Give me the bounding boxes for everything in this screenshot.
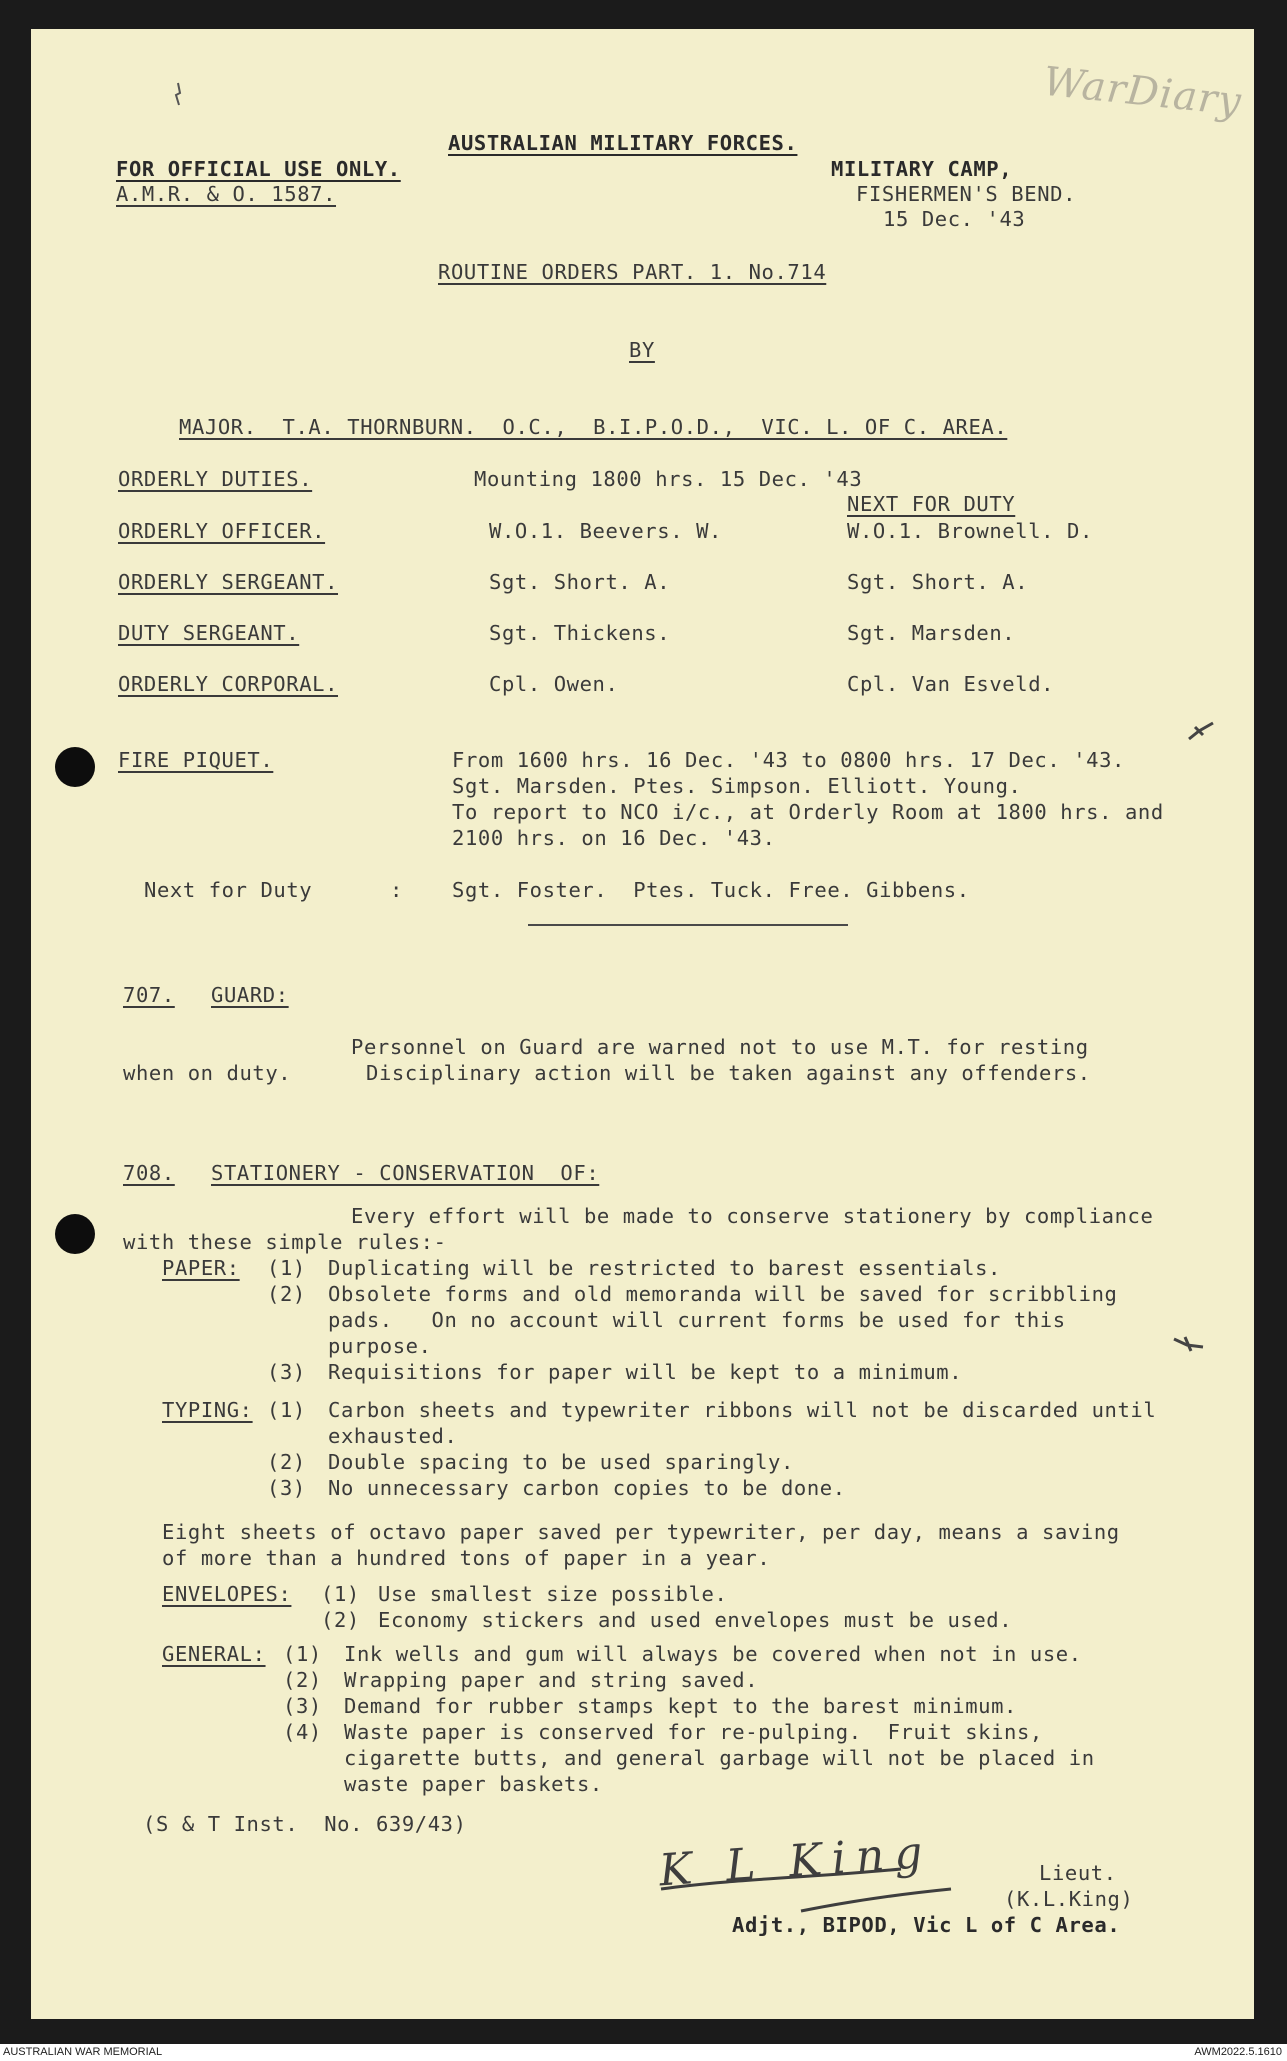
list-item-text: Demand for rubber stamps kept to the barest minimum. [344,1694,1017,1718]
location-line2: FISHERMEN'S BEND. [856,182,1077,206]
fire-piquet-label: FIRE PIQUET. [118,748,274,772]
signatory-position: Adjt., BIPOD, Vic L of C Area. [732,1913,1121,1937]
pin-mark [1185,717,1217,745]
duty-current-duty-sergeant: Sgt. Thickens. [489,621,671,645]
duty-next-orderly-corporal: Cpl. Van Esveld. [847,672,1055,696]
location-line1: MILITARY CAMP, [831,157,1013,181]
list-number: (1) [267,1256,306,1280]
list-item-text: exhausted. [328,1424,458,1448]
guard-text: Disciplinary action will be taken against any offenders. [366,1061,1091,1085]
punch-hole [55,1214,95,1254]
order-708-title: STATIONERY - CONSERVATION OF: [211,1161,600,1185]
amr-reference: A.M.R. & O. 1587. [116,182,337,206]
document-page [31,29,1254,2019]
signatory-name: (K.L.King) [1004,1887,1134,1911]
list-item-text: No unnecessary carbon copies to be done. [328,1476,846,1500]
handwritten-annotation: WarDiary [1041,58,1244,126]
list-number: (4) [283,1720,322,1744]
punch-hole [55,747,95,787]
orders-title: ROUTINE ORDERS PART. 1. No.714 [438,260,827,284]
octavo-text: Eight sheets of octavo paper saved per typewriter, per day, means a saving [162,1520,1120,1544]
paper-label: PAPER: [162,1256,240,1280]
mounting-time: Mounting 1800 hrs. 15 Dec. '43 [474,467,863,491]
guard-text: when on duty. [123,1061,292,1085]
list-item-text: cigarette butts, and general garbage will not be placed in [344,1746,1095,1770]
duty-label-orderly-officer: ORDERLY OFFICER. [118,519,326,543]
duty-next-duty-sergeant: Sgt. Marsden. [847,621,1016,645]
octavo-text: of more than a hundred tons of paper in a year. [162,1546,771,1570]
by-heading: BY [629,338,655,362]
list-item-text: Carbon sheets and typewriter ribbons will not be discarded until [328,1398,1157,1422]
list-number: (2) [267,1450,306,1474]
duty-label-duty-sergeant: DUTY SERGEANT. [118,621,300,645]
list-item-text: Duplicating will be restricted to barest essentials. [328,1256,1001,1280]
signatory-rank: Lieut. [1039,1861,1117,1885]
archive-footer [0,2044,1287,2061]
general-label: GENERAL: [162,1642,266,1666]
orderly-duties-heading: ORDERLY DUTIES. [118,467,313,491]
order-708-number: 708. [123,1161,175,1185]
stationery-intro: Every effort will be made to conserve stationery by compliance [351,1204,1154,1228]
list-item-text: Requisitions for paper will be kept to a minimum. [328,1360,963,1384]
list-number: (3) [267,1360,306,1384]
typing-label: TYPING: [162,1398,253,1422]
fire-piquet-line: To report to NCO i/c., at Orderly Room at 1800 hrs. and [452,800,1164,824]
order-707-number: 707. [123,983,175,1007]
list-item-text: Use smallest size possible. [378,1582,728,1606]
duty-label-orderly-corporal: ORDERLY CORPORAL. [118,672,339,696]
list-item-text: Ink wells and gum will always be covered when not in use. [344,1642,1082,1666]
document-date: 15 Dec. '43 [883,207,1026,231]
duty-next-orderly-officer: W.O.1. Brownell. D. [847,519,1093,543]
list-item-text: Double spacing to be used sparingly. [328,1450,794,1474]
list-item-text: pads. On no account will current forms be used for this [328,1308,1066,1332]
next-for-duty-label: Next for Duty [144,878,313,902]
guard-text: Personnel on Guard are warned not to use M.T. for resting [351,1035,1089,1059]
fire-piquet-line: Sgt. Marsden. Ptes. Simpson. Elliott. Young. [452,774,1022,798]
next-for-duty-colon: : [390,878,403,902]
list-number: (2) [283,1668,322,1692]
fire-piquet-line: From 1600 hrs. 16 Dec. '43 to 0800 hrs. 17 Dec. '43. [452,748,1125,772]
list-number: (3) [267,1476,306,1500]
handwritten-signature: K L King [657,1826,934,1897]
list-number: (2) [321,1608,360,1632]
list-number: (1) [321,1582,360,1606]
duty-current-orderly-officer: W.O.1. Beevers. W. [489,519,722,543]
duty-label-orderly-sergeant: ORDERLY SERGEANT. [118,570,339,594]
duty-current-orderly-sergeant: Sgt. Short. A. [489,570,671,594]
header-title: AUSTRALIAN MILITARY FORCES. [448,131,798,155]
pin-mark [1171,1331,1207,1355]
list-item-text: Waste paper is conserved for re-pulping. Fruit skins, [344,1720,1043,1744]
duty-next-orderly-sergeant: Sgt. Short. A. [847,570,1029,594]
stationery-intro: with these simple rules:- [123,1230,447,1254]
footer-institution: AUSTRALIAN WAR MEMORIAL [3,2046,163,2058]
list-number: (1) [267,1398,306,1422]
instruction-reference: (S & T Inst. No. 639/43) [143,1812,467,1836]
official-use-line: FOR OFFICIAL USE ONLY. [116,157,401,181]
envelopes-label: ENVELOPES: [162,1582,292,1606]
list-item-text: Wrapping paper and string saved. [344,1668,759,1692]
list-number: (3) [283,1694,322,1718]
list-item-text: Economy stickers and used envelopes must be used. [378,1608,1013,1632]
commander-line: MAJOR. T.A. THORNBURN. O.C., B.I.P.O.D., VIC. L. OF C. AREA. [179,415,1008,439]
list-number: (2) [267,1282,306,1306]
duty-current-orderly-corporal: Cpl. Owen. [489,672,619,696]
next-for-duty-value: Sgt. Foster. Ptes. Tuck. Free. Gibbens. [452,878,970,902]
section-divider [528,924,848,926]
footer-accession-number: AWM2022.5.1610 [1194,2046,1282,2058]
pin-mark [166,81,190,107]
list-item-text: Obsolete forms and old memoranda will be saved for scribbling [328,1282,1118,1306]
list-item-text: waste paper baskets. [344,1772,603,1796]
fire-piquet-line: 2100 hrs. on 16 Dec. '43. [452,826,776,850]
order-707-title: GUARD: [211,983,289,1007]
list-number: (1) [283,1642,322,1666]
list-item-text: purpose. [328,1334,432,1358]
next-for-duty-heading: NEXT FOR DUTY [847,492,1016,516]
